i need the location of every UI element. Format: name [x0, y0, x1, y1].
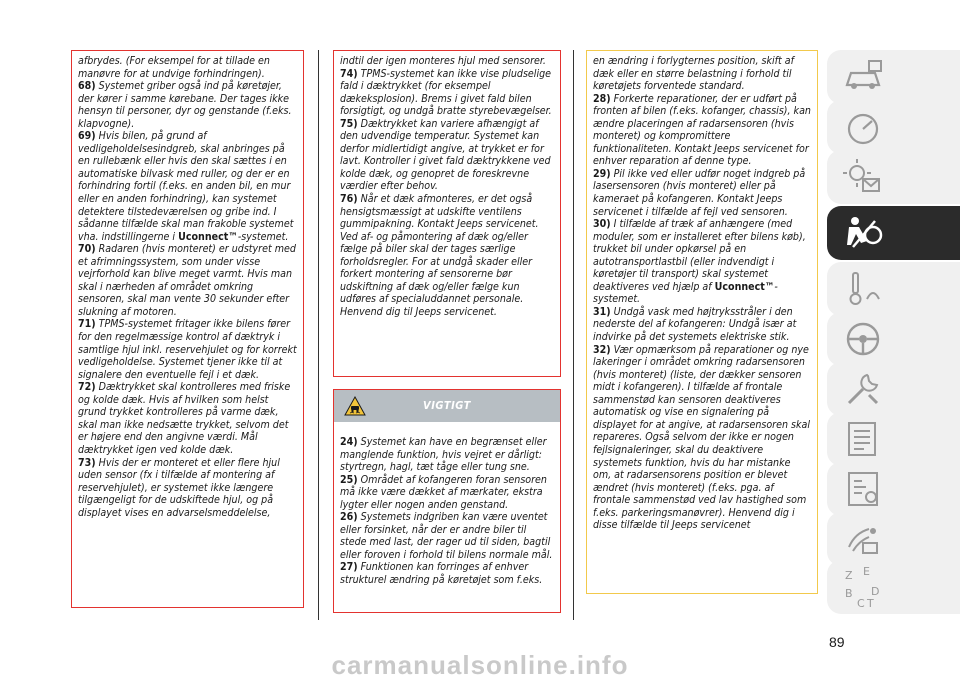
- note-paragraph: [78, 318, 297, 381]
- note-text: Funktionen kan forringes af enhver strukturel ændring på køretøjet som f.eks.: [340, 561, 543, 587]
- brand-name: Uconnect™: [714, 280, 775, 293]
- brand-name: Uconnect™: [178, 230, 238, 243]
- note-text: Systemet griber også ind på køretøjer, der kører i samme kørebane. Der tages ikke hensyn til personer, dyr og genstande (f.eks. klapvogne).: [78, 80, 292, 130]
- note-number: 26): [340, 511, 358, 524]
- safety-airbag-icon: [841, 211, 885, 255]
- text-column-1: [71, 50, 304, 608]
- note-number: 70): [78, 243, 96, 256]
- note-number: 28): [593, 92, 611, 105]
- note-number: 68): [78, 80, 96, 93]
- tab-dashboard[interactable]: [827, 50, 960, 104]
- note-paragraph: [593, 93, 811, 168]
- note-number: 71): [78, 318, 96, 331]
- note-paragraph: [340, 474, 554, 512]
- note-paragraph: [78, 80, 297, 130]
- note-number: 24): [340, 436, 358, 448]
- note-text: Forkerte reparationer, der er udført på fronten af bilen (f.eks. kofanger, chassis), kan ændre placeringen af radarsensoren (hvis monteret) og kompromittere funktionaliteten. Kontakt Jeeps servicenet for enhver reparation af denne type.: [593, 92, 811, 168]
- note-text: TPMS-systemet kan ikke vise pludselige fald i dæktrykket (for eksempel dækeksplosion). Brems i givet fald bilen forsigtigt, og undgå bratte styrebevægelser.: [340, 67, 552, 118]
- note-paragraph: [78, 243, 297, 318]
- note-text: Dæktrykket kan variere afhængigt af den udvendige temperatur. Systemet kan derfor midlertidigt angive, at trykket er for lavt. Kontroller i givet fald dæktrykkene ved kolde dæk, og genopret de foreskrevne værdier efter behov.: [340, 117, 551, 193]
- multimedia-icon: [841, 517, 885, 561]
- note-number: 76): [340, 193, 358, 206]
- tab-lights[interactable]: [827, 150, 960, 204]
- note-text: TPMS-systemet fritager ikke bilens fører for den regelmæssige kontrol af dæktryk i samtlige hjul inkl. reservehjulet og for korrekt vedligeholdelse. Systemet tjener ikke til at signalere den eventuelle fejl i et dæk.: [78, 318, 297, 381]
- note-paragraph: [593, 55, 811, 93]
- tab-starting[interactable]: [827, 262, 960, 316]
- tab-index[interactable]: [827, 560, 960, 614]
- svg-text:Z: Z: [845, 569, 853, 582]
- svg-text:B: B: [845, 587, 853, 600]
- note-text: Når et dæk afmonteres, er det også hensigtsmæssigt at udskifte ventilens gummipakning. Kontakt Jeeps servicenet. Ved af- og påmontering af dæk og/eller fælge på biler skal der tages særlige forholdsregler. For at undgå skader eller forkert montering af sensorerne bør udskiftning af dæk og/eller fælge kun udføres af specialuddannet personale. Henvend dig til Jeeps servicenet.: [340, 193, 539, 318]
- note-paragraph: [340, 436, 554, 474]
- tab-safety[interactable]: [827, 206, 960, 260]
- note-number: 27): [340, 561, 358, 574]
- note-text: Området af kofangeren foran sensoren må ikke være dækket af mærkater, ekstra lygter eller nogen anden genstand.: [340, 473, 547, 511]
- note-text-after: -systemet.: [237, 230, 289, 243]
- note-paragraph: [78, 381, 297, 456]
- note-paragraph: [78, 457, 297, 520]
- note-paragraph: [78, 130, 297, 243]
- note-number: 69): [78, 130, 96, 143]
- note-text: Undgå vask med højtryksstråler i den nederste del af kofangeren: Undgå især at indvirke på det systemets elektriske stik.: [593, 305, 797, 344]
- note-number: 73): [78, 456, 96, 469]
- note-text: Radaren (hvis monteret) er udstyret med et afrimningssystem, som under visse vejrforhold kan blive meget varmt. Hvis man skal i nærheden af området omkring sensoren, skal man vente 30 sekunder efter slukning af motoren.: [78, 243, 296, 318]
- svg-text:T: T: [867, 597, 874, 609]
- note-number: 31): [593, 305, 611, 318]
- tab-instruments[interactable]: [827, 100, 960, 154]
- important-box: [333, 389, 561, 613]
- text-column-3: [586, 50, 818, 594]
- note-number: 30): [593, 218, 611, 231]
- svg-text:E: E: [863, 565, 870, 578]
- note-text: I tilfælde af træk af anhængere (med moduler, som er installeret efter bilens køb), trukket bil under opkørsel på en autotransportlastbil (eller indvendigt i køretøjer til transport) skal systemet deaktiveres ved hjælp af: [593, 218, 806, 293]
- note-paragraph: [340, 118, 554, 193]
- chapter-tabs: [827, 50, 960, 610]
- note-number: 75): [340, 117, 358, 130]
- note-number: 74): [340, 67, 358, 80]
- maintenance-list-icon: [841, 417, 885, 461]
- note-text: Systemets indgriben kan være uventet eller forsinket, når der er andre biler til stede med last, der rager ud til siden, bagtil eller foroven i forhold til bilens normale mål.: [340, 511, 553, 561]
- note-text: Hvis bilen, på grund af vedligeholdelsesindgreb, skal anbringes på en rullebænk eller hvis den skal sættes i en automatiske bilvask med ruller, og der er en forhindring fortil (f.eks. en anden bil, en mur eller en anden forhindring), kan systemet detektere tilstedeværelsen og gribe ind. I sådanne tilfælde skal man frakoble systemet vha. indstillingerne i: [78, 130, 294, 243]
- tab-maintenance[interactable]: [827, 412, 960, 466]
- column-divider: [573, 50, 574, 620]
- text-column-2: [333, 50, 561, 377]
- alphabetical-index-icon: [841, 565, 885, 609]
- note-text: afbrydes. (For eksempel for at tillade en manøvre for at undvige forhindringen).: [78, 55, 270, 80]
- note-text: Vær opmærksom på reparationer og nye lakeringer i området omkring radarsensoren (hvis monteret) (liste, der dækker sensoren midt i kofangeren). I tilfælde af frontale sammenstød kan sensoren deaktiveres automatisk og vise en signalering på displayet for at angive, at radarsensoren skal repareres. Også selvom der ikke er nogen fejlsignaleringer, skal du deaktivere systemets funktion, hvis du har mistanke om, at radarsensorens position er blevet ændret (hvis monteret) (f.eks. pga. af frontale sammenstød ved lav hastighed som f.eks. parkeringsmanøvrer). Henvend dig i disse tilfælde til Jeeps servicenet: [593, 343, 810, 532]
- note-number: 32): [593, 343, 611, 356]
- note-text: en ændring i forlygternes position, skift af dæk eller en større belastning i forhold til køretøjets forventede standard.: [593, 55, 794, 93]
- tab-emergency[interactable]: [827, 362, 960, 416]
- important-body: [334, 422, 560, 587]
- instrument-gauge-icon: [841, 105, 885, 149]
- note-number: 72): [78, 381, 96, 394]
- svg-text:D: D: [871, 585, 880, 598]
- column-divider: [318, 50, 319, 620]
- page-number: 89: [829, 634, 845, 650]
- note-paragraph: [340, 511, 554, 561]
- note-paragraph: [340, 193, 554, 318]
- note-number: 25): [340, 473, 358, 486]
- note-text: Hvis der er monteret et eller flere hjul uden sensor (fx i tilfælde af montering af reservehjulet), er systemet ikke længere tilgængeligt for de udskiftede hjul, og på displayet vises en advarselsmeddelelse,: [78, 456, 280, 519]
- watermark: carmanualsonline.info: [331, 650, 629, 680]
- note-text-after: -systemet.: [593, 280, 778, 306]
- dashboard-car-icon: [841, 55, 885, 99]
- important-header: [334, 390, 560, 422]
- tab-multimedia[interactable]: [827, 512, 960, 566]
- note-number: 29): [593, 167, 611, 180]
- emergency-tools-icon: [841, 367, 885, 411]
- svg-text:C: C: [857, 597, 865, 609]
- note-paragraph: [593, 344, 811, 532]
- starting-driving-icon: [841, 267, 885, 311]
- note-paragraph: [340, 55, 554, 68]
- note-paragraph: [593, 218, 811, 306]
- steering-wheel-icon: [841, 317, 885, 361]
- note-paragraph: [340, 68, 554, 118]
- note-paragraph: [593, 168, 811, 218]
- tab-steering[interactable]: [827, 312, 960, 366]
- lights-weather-icon: [841, 155, 885, 199]
- note-text: Systemet kan have en begrænset eller manglende funktion, hvis vejret er dårligt: styrtregn, hagl, tæt tåge eller tung sne.: [340, 436, 547, 474]
- technical-data-icon: [841, 467, 885, 511]
- note-paragraph: [593, 306, 811, 344]
- tab-technical[interactable]: [827, 462, 960, 516]
- note-paragraph: [340, 561, 554, 586]
- important-heading: VIGTIGT: [423, 399, 471, 412]
- note-text: Pil ikke ved eller udfør noget indgreb på lasersensoren (hvis monteret) eller på kameraet på kofangeren. Kontakt Jeeps servicenet i tilfælde af fejl ved sensoren.: [593, 167, 806, 218]
- note-paragraph: [78, 55, 297, 80]
- note-text: Dæktrykket skal kontrolleres med friske og kolde dæk. Hvis af hvilken som helst grund trykket kontrolleres på varme dæk, skal man ikke nedsætte trykket, selvom det er højere end den angivne værdi. Mål dæktrykket igen ved kolde dæk.: [78, 381, 291, 456]
- note-text: indtil der igen monteres hjul med sensorer.: [340, 55, 546, 67]
